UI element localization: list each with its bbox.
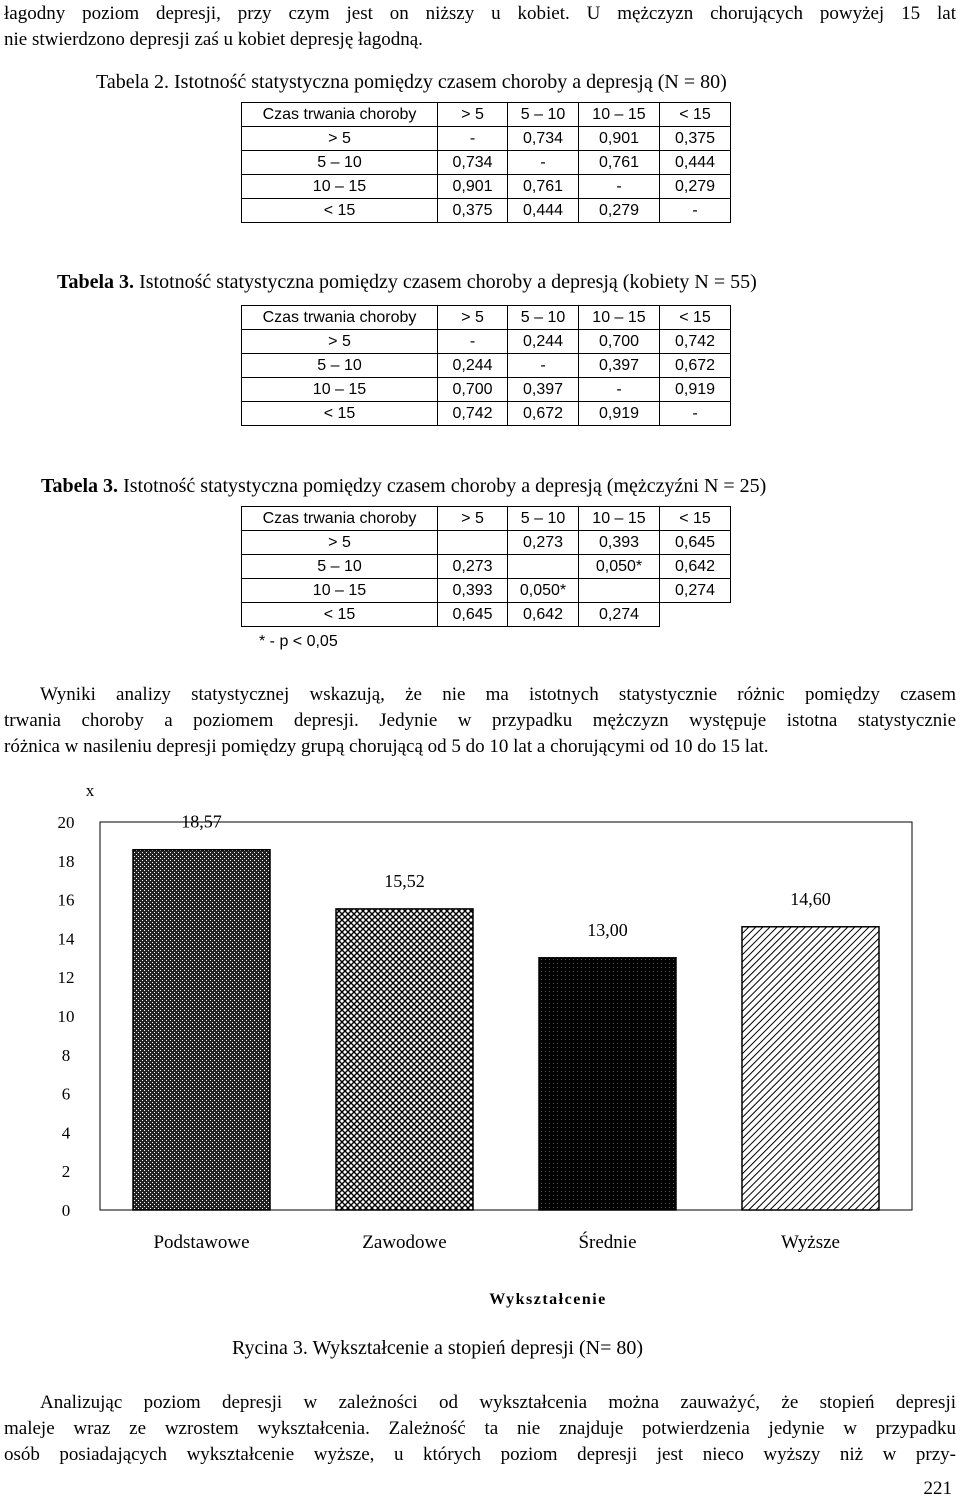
table-cell: 0,375 (438, 199, 508, 223)
table-cell: 0,642 (508, 603, 579, 627)
table-cell: 0,274 (660, 579, 731, 603)
intro-paragraph (4, 1, 956, 53)
caption-label: Tabela 3. (57, 271, 135, 293)
table-row (242, 127, 731, 151)
table-cell: 0,444 (660, 151, 731, 175)
table-row (242, 579, 731, 603)
table-cell: 0,901 (438, 175, 508, 199)
figure-caption (232, 1336, 643, 1360)
table-cell: - (660, 199, 731, 223)
header-cell: < 15 (660, 306, 731, 330)
caption-text: Istotność statystyczna pomiędzy czasem choroby a depresją (mężczyźni N = 25) (123, 475, 767, 497)
table-cell: 0,901 (579, 127, 660, 151)
table-cell: 0,700 (438, 378, 508, 402)
caption-label: Tabela 3. (41, 475, 119, 497)
header-cell: 5 – 10 (508, 103, 579, 127)
table-cell: 0,734 (438, 151, 508, 175)
table-cell: - (579, 175, 660, 199)
x-axis-label: Wykształcenie (489, 1291, 607, 1308)
table-cell: 0,742 (438, 402, 508, 426)
bar (539, 958, 676, 1210)
table-row (242, 378, 731, 402)
table-cell: 5 – 10 (242, 555, 438, 579)
table-cell (438, 531, 508, 555)
bar-value-label: 18,57 (181, 811, 222, 832)
table-cell: - (438, 127, 508, 151)
caption-text: Istotność statystyczna pomiędzy czasem choroby a depresją (N = 80) (174, 71, 727, 93)
table-cell: > 5 (242, 127, 438, 151)
text-line: nie stwierdzono depresji zaś u kobiet depresję łagodną. (4, 29, 423, 50)
table-row (242, 402, 731, 426)
bar (133, 850, 270, 1210)
table-cell: 0,375 (660, 127, 731, 151)
table-cell (508, 555, 579, 579)
table-cell: 0,444 (508, 199, 579, 223)
table-row (242, 603, 731, 627)
table-row (242, 175, 731, 199)
y-tick-label: 2 (61, 1162, 71, 1182)
header-cell: 5 – 10 (508, 507, 579, 531)
table-cell: 0,279 (579, 199, 660, 223)
y-axis-label: x (85, 781, 95, 800)
page-number: 221 (923, 1478, 952, 1499)
x-tick-label: Wyższe (781, 1232, 840, 1253)
table-cell: 0,393 (438, 579, 508, 603)
text-line: trwania choroby a poziomem depresji. Jedynie w przypadku mężczyzn występuje istotna statystycznie (4, 710, 956, 731)
results-paragraph (4, 682, 956, 760)
table-cell: 0,244 (508, 330, 579, 354)
y-tick-label: 0 (61, 1201, 71, 1220)
bar-value-label: 13,00 (587, 919, 628, 940)
table-header-row (242, 103, 731, 127)
table-cell: - (660, 402, 731, 426)
conclusion-paragraph (4, 1390, 956, 1468)
table-2 (241, 102, 731, 223)
table-cell: 0,919 (579, 402, 660, 426)
header-cell: 10 – 15 (579, 507, 660, 531)
bar (742, 927, 879, 1210)
table-cell: - (579, 378, 660, 402)
caption-text: Wykształcenie a stopień depresji (N= 80) (312, 1337, 644, 1359)
table-cell: 0,279 (660, 175, 731, 199)
table-cell: 0,919 (660, 378, 731, 402)
y-tick-label: 10 (57, 1007, 75, 1026)
y-tick-label: 8 (61, 1045, 71, 1065)
caption-label: Rycina 3. (232, 1337, 308, 1359)
header-cell: 10 – 15 (579, 103, 660, 127)
table-cell: 0,742 (660, 330, 731, 354)
table-cell: > 5 (242, 330, 438, 354)
table-cell: < 15 (242, 402, 438, 426)
bars (133, 812, 879, 1210)
table-cell: < 15 (242, 603, 438, 627)
table-row (242, 354, 731, 378)
table-header-row (242, 306, 731, 330)
x-axis-ticks (153, 1231, 840, 1253)
table-3-women-caption (57, 270, 757, 294)
table-cell: - (438, 330, 508, 354)
table-cell: 0,273 (508, 531, 579, 555)
x-tick-label: Średnie (578, 1232, 637, 1253)
header-cell: < 15 (660, 103, 731, 127)
text-line: różnica w nasileniu depresji pomiędzy grupą chorującą od 5 do 10 lat a chorującymi od 10 do 15 lat. (4, 736, 769, 757)
text-line: maleje wraz ze wzrostem wykształcenia. Zależność ta nie znajduje potwierdzenia jedynie w przypadku (4, 1418, 956, 1439)
header-cell: > 5 (438, 103, 508, 127)
y-tick-label: 20 (57, 813, 75, 832)
table-cell: < 15 (242, 199, 438, 223)
y-tick-label: 12 (57, 968, 75, 988)
table-cell: 10 – 15 (242, 175, 438, 199)
text-line: Wyniki analizy statystycznej wskazują, że nie ma istotnych statystycznie różnic pomiędzy czasem (40, 684, 956, 705)
table-cell: - (508, 151, 579, 175)
table-row (242, 330, 731, 354)
table-cell: 0,397 (508, 378, 579, 402)
table-cell: 0,244 (438, 354, 508, 378)
table-cell: 0,645 (660, 531, 731, 555)
header-cell: Czas trwania choroby (242, 507, 438, 531)
caption-text: Istotność statystyczna pomiędzy czasem choroby a depresją (kobiety N = 55) (139, 271, 757, 293)
header-cell: 5 – 10 (508, 306, 579, 330)
table-row (242, 151, 731, 175)
table-cell: 0,050* (579, 555, 660, 579)
table-cell: 0,672 (508, 402, 579, 426)
table-cell: 0,761 (508, 175, 579, 199)
table-3-women (241, 305, 731, 426)
table-cell: 0,273 (438, 555, 508, 579)
table-row (242, 199, 731, 223)
table-3-men-caption (41, 474, 766, 498)
caption-label: Tabela 2. (96, 71, 170, 93)
table-cell (660, 603, 731, 627)
table-cell: > 5 (242, 531, 438, 555)
table-cell: 10 – 15 (242, 579, 438, 603)
table-cell: 5 – 10 (242, 151, 438, 175)
table-cell: 0,761 (579, 151, 660, 175)
header-cell: Czas trwania choroby (242, 306, 438, 330)
header-cell: Czas trwania choroby (242, 103, 438, 127)
x-tick-label: Zawodowe (362, 1232, 447, 1253)
table-row (242, 531, 731, 555)
x-tick-label: Podstawowe (153, 1232, 250, 1253)
y-axis-ticks (58, 813, 76, 1220)
bar-value-label: 14,60 (790, 888, 831, 909)
table-cell: 0,672 (660, 354, 731, 378)
header-cell: > 5 (438, 306, 508, 330)
y-tick-label: 18 (57, 851, 75, 871)
table-2-caption (96, 70, 727, 94)
table-row (242, 555, 731, 579)
table-header-row (242, 507, 731, 531)
text-line: Analizując poziom depresji w zależności od wykształcenia można zauważyć, że stopień depresji (40, 1392, 956, 1413)
table-cell: 0,274 (579, 603, 660, 627)
table-footnote: * - p < 0,05 (259, 633, 338, 650)
header-cell: < 15 (660, 507, 731, 531)
table-cell (579, 579, 660, 603)
y-tick-label: 16 (57, 890, 75, 910)
table-cell: 0,397 (579, 354, 660, 378)
text-line: osób posiadających wykształcenie wyższe, u których poziom depresji jest nieco wyższy niż w przy- (4, 1444, 956, 1465)
table-cell: 10 – 15 (242, 378, 438, 402)
table-cell: - (508, 354, 579, 378)
table-cell: 0,050* (508, 579, 579, 603)
education-depression-bar-chart (0, 770, 960, 1320)
header-cell: > 5 (438, 507, 508, 531)
y-tick-label: 4 (61, 1123, 71, 1143)
y-tick-label: 14 (57, 929, 75, 949)
table-cell: 0,734 (508, 127, 579, 151)
table-3-men (241, 506, 731, 627)
table-cell: 0,642 (660, 555, 731, 579)
table-cell: 0,700 (579, 330, 660, 354)
table-cell: 0,393 (579, 531, 660, 555)
table-cell: 5 – 10 (242, 354, 438, 378)
text-line: łagodny poziom depresji, przy czym jest on niższy u kobiet. U mężczyzn chorujących powyżej 15 lat (4, 3, 956, 24)
header-cell: 10 – 15 (579, 306, 660, 330)
bar-value-label: 15,52 (384, 870, 425, 891)
table-cell: 0,645 (438, 603, 508, 627)
y-tick-label: 6 (61, 1084, 71, 1104)
bar (336, 909, 473, 1210)
